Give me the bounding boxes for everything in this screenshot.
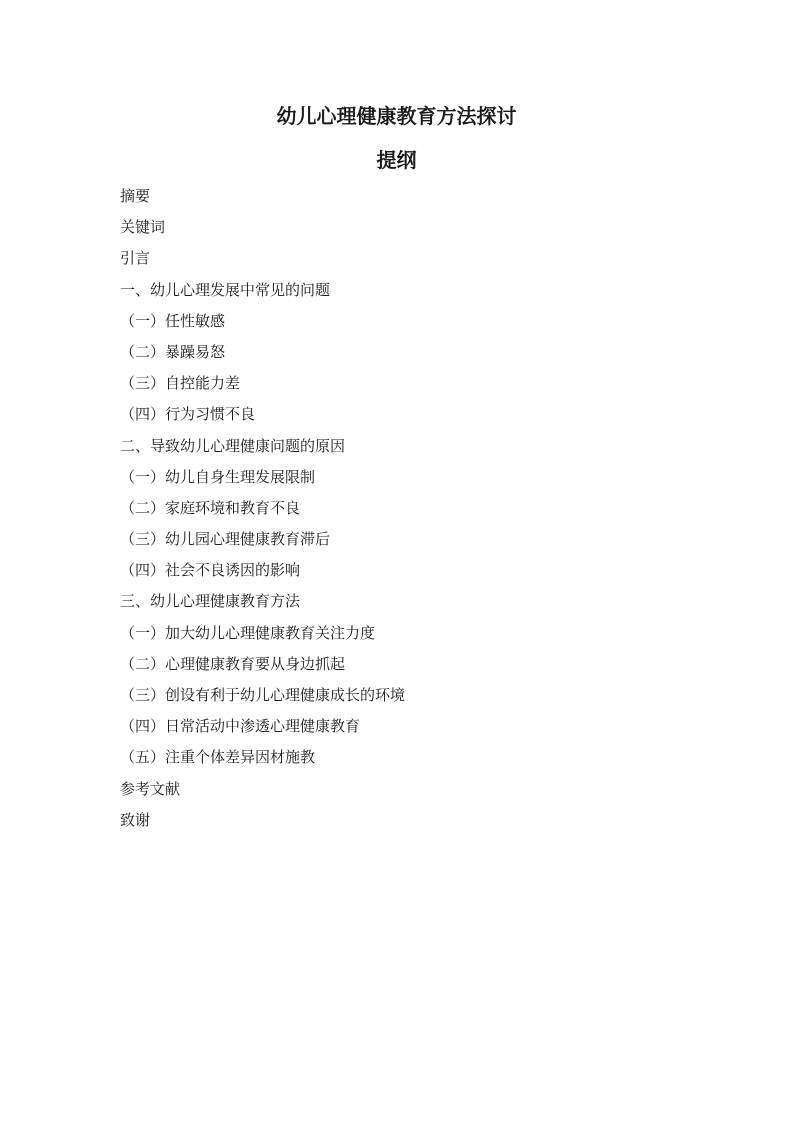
outline-item: （四）行为习惯不良 — [120, 405, 256, 424]
outline-item: （四）日常活动中渗透心理健康教育 — [120, 717, 361, 736]
outline-item: 关键词 — [120, 218, 166, 237]
outline-item: （二）暴躁易怒 — [120, 342, 226, 361]
outline-item: （三）幼儿园心理健康教育滞后 — [120, 530, 331, 549]
outline-item: 致谢 — [120, 810, 151, 829]
outline-item: （三）自控能力差 — [120, 374, 241, 393]
outline-item: （四）社会不良诱因的影响 — [120, 561, 301, 580]
document-subtitle: 提纲 — [376, 148, 417, 172]
document-title: 幼儿心理健康教育方法探讨 — [276, 104, 517, 128]
outline-item: （五）注重个体差异因材施教 — [120, 748, 316, 767]
outline-item: 二、导致幼儿心理健康问题的原因 — [120, 436, 346, 455]
outline-item: （二）心理健康教育要从身边抓起 — [120, 654, 346, 673]
outline-item: 引言 — [120, 249, 151, 268]
outline-item: （一）任性敏感 — [120, 311, 226, 330]
outline-item: （一）加大幼儿心理健康教育关注力度 — [120, 623, 376, 642]
outline-item: （三）创设有利于幼儿心理健康成长的环境 — [120, 686, 406, 704]
outline-item: （一）幼儿自身生理发展限制 — [120, 467, 316, 486]
outline-item: （二）家庭环境和教育不良 — [120, 498, 301, 517]
outline-item: 参考文献 — [120, 779, 181, 798]
outline-item: 三、幼儿心理健康教育方法 — [120, 592, 301, 611]
outline-list — [120, 185, 405, 840]
outline-item: 一、幼儿心理发展中常见的问题 — [120, 280, 331, 299]
outline-item: 摘要 — [120, 187, 151, 205]
